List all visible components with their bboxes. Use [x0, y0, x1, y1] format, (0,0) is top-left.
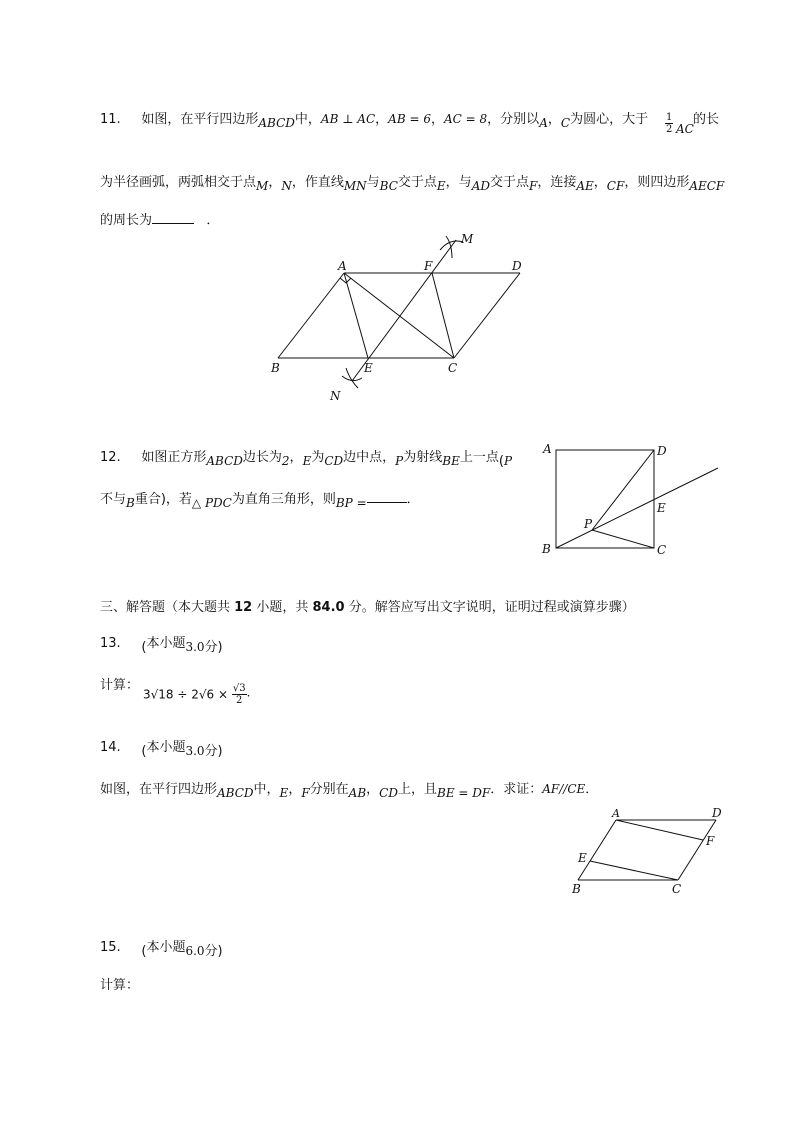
segment-pd [592, 450, 654, 530]
label-n: N [330, 389, 341, 403]
q11-math: AB ⊥ AC [320, 112, 376, 126]
q13-calc-label: 计算： [100, 678, 140, 693]
q11-line1 [100, 108, 649, 130]
q14-text: 中， [253, 782, 280, 797]
q11-math: AB = 6 [388, 112, 431, 126]
q11-math: AC = 8 [444, 112, 488, 126]
q14-text: ( [141, 744, 147, 759]
q11-text: ， [268, 175, 282, 190]
arc-n-2 [346, 368, 358, 388]
q15-calc-label: 计算： [100, 978, 140, 993]
q12-math: E [302, 454, 312, 468]
q11-text: 交于点 [397, 175, 437, 190]
q11-text-tail: 的长 [693, 112, 720, 127]
q13-header [100, 632, 223, 655]
q12-math: BP = [335, 496, 367, 510]
q12-text: 边长为 [242, 450, 282, 465]
q11-math: MN [343, 179, 367, 193]
section-text: 小题，共 [252, 600, 313, 615]
q14-math: F [301, 786, 310, 800]
label-a: A [338, 259, 347, 273]
arc-m-2 [446, 236, 452, 258]
q14-math: AB [348, 786, 367, 800]
q12-text: 为直角三角形，则 [231, 492, 336, 507]
q11-text: ， [593, 175, 607, 190]
q11-math: M [256, 179, 269, 193]
side-dc [454, 273, 520, 358]
label-c: C [657, 543, 667, 557]
section-text: 三、解答题（本大题共 [100, 600, 235, 615]
answer-blank[interactable] [367, 490, 407, 503]
q11-math: AD [471, 179, 490, 193]
side-dc [678, 820, 716, 880]
q12-text: 不与 [100, 492, 127, 507]
q14-statement [100, 778, 599, 800]
q13-text: 本小题 [146, 636, 186, 651]
label-e: E [578, 851, 587, 865]
q14-math: CD [379, 786, 398, 800]
q14-text: 本小题 [146, 740, 186, 755]
q11-math: AECF [689, 179, 725, 193]
q11-math: BC [379, 179, 398, 193]
q12-math: CD [324, 454, 344, 468]
q12-math: ABCD [206, 454, 243, 468]
label-p: P [584, 517, 593, 531]
fraction-numerator: √3 [232, 683, 246, 694]
q11-math: CF [606, 179, 625, 193]
q13-text: 分) [204, 640, 223, 655]
label-b: B [572, 882, 581, 896]
q11-text: ，分别以 [487, 112, 540, 127]
q12-text: 边中点， [343, 450, 396, 465]
q11-math: A [539, 116, 548, 130]
q11-text: ，与 [445, 175, 472, 190]
q11-math: N [281, 179, 292, 193]
segment-af [616, 820, 703, 840]
q11-text: 交于点 [489, 175, 529, 190]
q14-text: 如图，在平行四边形 [100, 782, 218, 797]
q11-text: 与 [366, 175, 380, 190]
segment-cf [432, 273, 454, 358]
q14-number: 14. [100, 740, 121, 755]
answer-blank[interactable] [152, 211, 194, 224]
q11-text: ， [547, 112, 561, 127]
segment-ae [344, 273, 368, 358]
q11-text: ，连接 [537, 175, 577, 190]
q14-text: ， [366, 782, 380, 797]
q11-text: ， [430, 112, 444, 127]
label-a: A [612, 807, 620, 820]
q12-text: 上一点 [459, 450, 499, 465]
q15-number: 15. [100, 940, 121, 955]
q13-fraction [232, 683, 247, 706]
segment-pc [592, 530, 654, 548]
label-b: B [271, 361, 280, 375]
q12-figure [538, 440, 722, 562]
q12-line1 [100, 446, 513, 469]
q12-text: ， [289, 450, 303, 465]
q15-text: 本小题 [146, 940, 186, 955]
q11-math: C [560, 116, 571, 130]
q13-text: ． [246, 685, 259, 699]
label-e: E [364, 361, 373, 375]
q11-text: 中， [294, 112, 321, 127]
q12-text: 如图正方形 [141, 450, 207, 465]
q11-math: F [529, 179, 538, 193]
q13-number: 13. [100, 636, 121, 651]
label-c: C [448, 361, 458, 375]
q12-math: △ PDC [191, 496, 232, 510]
q14-math: AF//CE [542, 782, 586, 796]
q15-text: 分) [204, 944, 223, 959]
q15-score: 6.0 [185, 944, 205, 958]
fraction-denominator: 2 [236, 695, 243, 706]
q14-text: 分别在 [309, 782, 349, 797]
label-d: D [512, 259, 522, 273]
fraction-numerator: 1 [666, 112, 673, 123]
q11-math: ABCD [258, 116, 295, 130]
q11-text: ， [375, 112, 389, 127]
section-text: 分。解答应写出文字说明，证明过程或演算步骤） [344, 600, 635, 615]
q14-text: 上，且 [397, 782, 437, 797]
segment-ac [344, 273, 454, 358]
q11-text: ． [206, 213, 220, 228]
q14-math: ABCD [217, 786, 254, 800]
side-ab [578, 820, 616, 880]
q14-header [100, 736, 223, 759]
label-d: D [657, 444, 667, 458]
q15-text: ( [141, 944, 147, 959]
q12-text: 为射线 [403, 450, 443, 465]
section-count: 12 [234, 600, 253, 615]
q11-fraction [665, 112, 673, 135]
q12-math: 2 [281, 454, 290, 468]
q13-text: ( [141, 640, 147, 655]
label-a: A [543, 442, 552, 456]
q11-ac: AC [676, 122, 694, 136]
q11-text: ，作直线 [291, 175, 344, 190]
q14-text: ． [585, 782, 599, 797]
q12-text: ( [498, 454, 504, 469]
q11-text: 为半径画弧，两弧相交于点 [100, 175, 257, 190]
q14-text: ．求证： [490, 782, 543, 797]
label-f: F [706, 834, 715, 848]
q13-score: 3.0 [185, 640, 205, 654]
q12-math: B [126, 496, 135, 510]
q11-text: ，则四边形 [624, 175, 690, 190]
q15-header [100, 936, 223, 959]
q11-line3 [100, 209, 219, 228]
q14-text: ， [288, 782, 302, 797]
q14-math: BE = DF [437, 786, 491, 800]
section-3-heading [100, 596, 635, 615]
label-f: F [424, 259, 433, 273]
q12-number: 12. [100, 450, 121, 465]
q11-math: E [436, 179, 446, 193]
q12-line2 [100, 488, 420, 510]
q12-text: ． [406, 492, 420, 507]
side-ab [278, 273, 344, 358]
q11-text: 为圆心，大于 [570, 112, 649, 127]
q14-text: 分) [204, 744, 223, 759]
q11-figure [260, 228, 550, 410]
label-b: B [542, 542, 551, 556]
q12-text: 重合)，若 [134, 492, 192, 507]
line-mn [352, 240, 456, 381]
label-d: D [712, 806, 722, 820]
label-c: C [672, 882, 682, 896]
q11-text: 的周长为 [100, 213, 153, 228]
fraction-denominator: 2 [666, 124, 673, 135]
q12-text: 为 [311, 450, 325, 465]
q14-math: E [279, 786, 289, 800]
q14-score: 3.0 [185, 744, 205, 758]
ray-be [556, 468, 718, 548]
q12-math: BE [442, 454, 460, 468]
q14-figure [566, 804, 726, 900]
q11-text: 如图，在平行四边形 [141, 112, 259, 127]
q12-math: P [395, 454, 404, 468]
q13-expr: 3√18 ÷ 2√6 × [143, 687, 229, 702]
label-m: M [461, 232, 474, 246]
q11-number: 11. [100, 112, 121, 127]
section-score: 84.0 [312, 600, 345, 615]
q12-math: P [503, 454, 513, 468]
q11-line2 [100, 171, 725, 193]
q11-math: AE [576, 179, 594, 193]
q13-expression [143, 683, 259, 706]
label-e: E [657, 501, 666, 515]
segment-ce [590, 861, 678, 880]
